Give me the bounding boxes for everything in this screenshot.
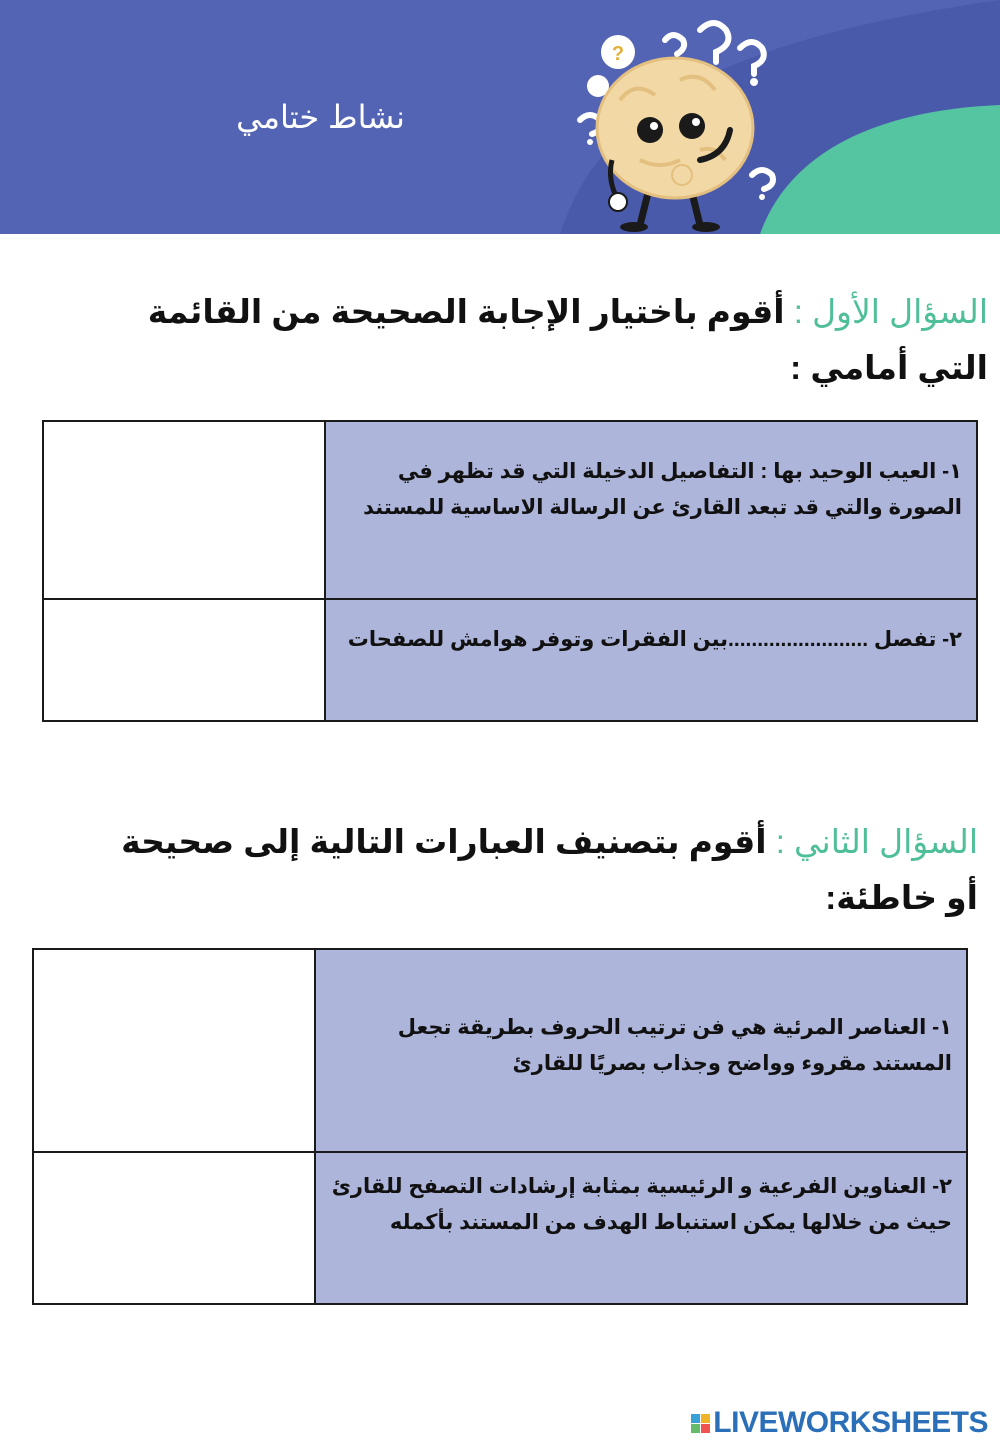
question1-text: أقوم باختيار الإجابة الصحيحة من القائمة التي أمامي : [147,293,988,386]
answer-dropdown[interactable] [43,421,325,599]
question1-table [42,420,978,722]
table-row [43,599,977,721]
statement-cell [315,1152,967,1304]
statement-text: ٢- العناوين الفرعية و الرئيسية بمثابة إرشادات التصفح للقارئ حيث من خلالها يمكن استنباط الهدف من المستند بأكمله [331,1175,952,1234]
question2-text: أقوم بتصنيف العبارات التالية إلى صحيحة أو خاطئة: [121,823,978,916]
page-title: نشاط ختامي [236,99,405,135]
statement-text: ٢- تفصل ........................بين الفقرات وتوفر هوامش للصفحات [347,628,962,651]
statement-cell [315,949,967,1152]
question1-label: السؤال الأول : [793,293,988,330]
footer-brand: LIVEWORKSHEETS [713,1406,988,1439]
answer-dropdown[interactable] [33,1152,315,1304]
table-row [43,421,977,599]
svg-text:?: ? [611,43,625,65]
statement-cell [325,599,977,721]
answer-dropdown[interactable] [43,599,325,721]
table-row [33,1152,967,1304]
question2-heading [96,814,978,926]
statement-cell [325,421,977,599]
answer-dropdown[interactable] [33,949,315,1152]
header-banner [0,0,1000,234]
logo-grid-icon [691,1414,710,1433]
statement-text: ١- العناصر المرئية هي فن ترتيب الحروف بطريقة تجعل المستند مقروء وواضح وجذاب بصريًا للقارئ [397,1016,952,1075]
statement-text: ١- العيب الوحيد بها : التفاصيل الدخيلة التي قد تظهر في الصورة والتي قد تبعد القارئ عن الرسالة الاساسية للمستند [363,460,962,519]
table-row [33,949,967,1152]
question2-label: السؤال الثاني : [775,823,978,860]
question2-table [32,948,968,1305]
banner-illustration [0,0,1000,234]
liveworksheets-logo [691,1406,988,1440]
question1-heading [100,284,988,396]
